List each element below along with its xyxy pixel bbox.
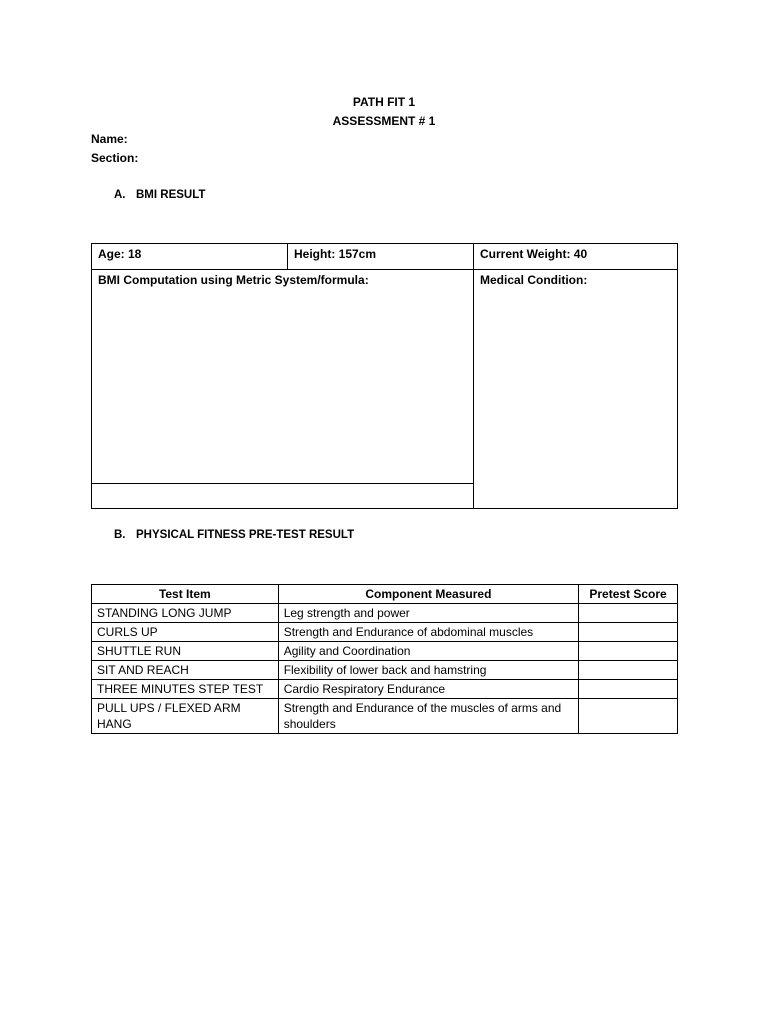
section-b-heading bbox=[114, 529, 354, 541]
table-header-row bbox=[92, 585, 678, 604]
current-weight-cell: Current Weight: 40 bbox=[473, 243, 678, 270]
column-header-pretest-score: Pretest Score bbox=[579, 585, 678, 604]
bmi-computation-cell: BMI Computation using Metric System/formula: bbox=[91, 269, 474, 484]
pretest-score-cell[interactable] bbox=[579, 642, 678, 661]
test-item-cell: PULL UPS / FLEXED ARM HANG bbox=[92, 699, 279, 734]
medical-condition-cell: Medical Condition: bbox=[473, 269, 678, 509]
component-cell: Strength and Endurance of abdominal muscles bbox=[278, 623, 578, 642]
name-label: Name: bbox=[91, 132, 128, 146]
table-row bbox=[92, 604, 678, 623]
test-item-cell: CURLS UP bbox=[92, 623, 279, 642]
test-item-cell: THREE MINUTES STEP TEST bbox=[92, 680, 279, 699]
pretest-score-cell[interactable] bbox=[579, 623, 678, 642]
section-label: Section: bbox=[91, 151, 139, 165]
section-a-heading bbox=[114, 189, 205, 201]
pretest-score-cell[interactable] bbox=[579, 661, 678, 680]
bmi-result-blank-cell bbox=[91, 483, 474, 509]
table-row bbox=[92, 642, 678, 661]
section-a-letter: A. bbox=[114, 189, 126, 201]
table-row bbox=[92, 699, 678, 734]
age-cell: Age: 18 bbox=[91, 243, 288, 270]
component-cell: Flexibility of lower back and hamstring bbox=[278, 661, 578, 680]
height-cell: Height: 157cm bbox=[287, 243, 474, 270]
test-item-cell: STANDING LONG JUMP bbox=[92, 604, 279, 623]
pretest-score-cell[interactable] bbox=[579, 699, 678, 734]
bmi-table bbox=[91, 243, 678, 509]
table-row bbox=[92, 661, 678, 680]
section-b-title: PHYSICAL FITNESS PRE-TEST RESULT bbox=[136, 529, 355, 541]
document-title: PATH FIT 1 bbox=[352, 95, 416, 109]
pretest-score-cell[interactable] bbox=[579, 680, 678, 699]
test-item-cell: SHUTTLE RUN bbox=[92, 642, 279, 661]
table-row bbox=[92, 623, 678, 642]
document-subtitle: ASSESSMENT # 1 bbox=[332, 114, 436, 128]
table-row bbox=[92, 680, 678, 699]
component-cell: Agility and Coordination bbox=[278, 642, 578, 661]
column-header-test-item: Test Item bbox=[92, 585, 279, 604]
fitness-pretest-table bbox=[91, 584, 678, 734]
test-item-cell: SIT AND REACH bbox=[92, 661, 279, 680]
component-cell: Strength and Endurance of the muscles of arms and shoulders bbox=[278, 699, 578, 734]
component-cell: Leg strength and power bbox=[278, 604, 578, 623]
section-b-letter: B. bbox=[114, 529, 126, 541]
pretest-score-cell[interactable] bbox=[579, 604, 678, 623]
component-cell: Cardio Respiratory Endurance bbox=[278, 680, 578, 699]
section-a-title: BMI RESULT bbox=[136, 189, 206, 201]
column-header-component: Component Measured bbox=[278, 585, 578, 604]
